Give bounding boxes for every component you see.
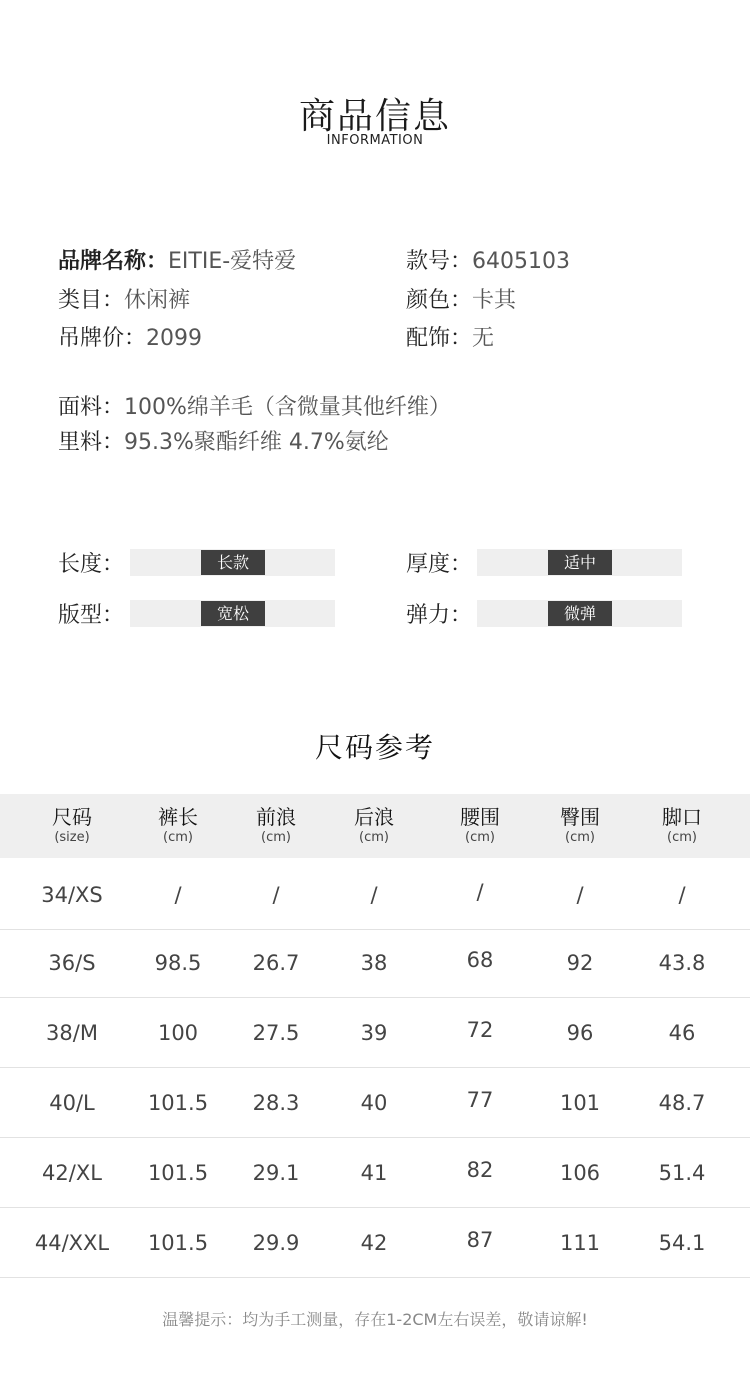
size-cell: 36/S [48,951,96,975]
measurement-cell: 101.5 [147,1161,209,1185]
size-cell: 40/L [49,1091,95,1115]
measurement-cell: 48.7 [658,1091,706,1115]
size-table-header [0,794,750,858]
measurement-cell: 111 [559,1231,601,1255]
fabric-row [58,390,451,421]
lining-value: 95.3%聚酯纤维 4.7%氨纶 [124,430,389,455]
measurement-cell: 100 [157,1021,199,1045]
size-cell: 44/XXL [34,1231,110,1255]
column-header-unit: (size) [54,830,90,845]
measurement-cell: 92 [566,951,594,975]
page-title: 商品信息 [298,96,451,137]
measurement-cell: 101.5 [147,1231,209,1255]
brand-label: 品牌名称： [58,249,169,274]
measurement-cell: 27.5 [252,1021,300,1045]
column-header-unit: (cm) [163,830,193,845]
column-header-label: 腰围 [460,805,500,829]
measurement-cell: / [678,883,686,907]
fit-scale [130,600,335,627]
measurement-cell: 77 [466,1088,494,1112]
column-header-unit: (cm) [465,830,495,845]
category-value: 休闲裤 [124,288,191,313]
fit-chip: 宽松 [201,601,265,626]
measurement-cell: / [174,883,182,907]
measurement-cell: 98.5 [154,951,202,975]
column-header-length [128,804,228,846]
size-cell: 38/M [46,1021,98,1045]
length-label: 长度： [58,552,125,577]
brand-value: EITIE-爱特爱 [168,249,297,274]
measurement-cell: / [476,880,484,904]
measurement-cell: 106 [559,1161,601,1185]
elasticity-scale [477,600,682,627]
length-chip: 长款 [201,550,265,575]
measurement-cell: 39 [360,1021,388,1045]
category-row [58,283,190,314]
fabric-label: 面料： [58,395,125,420]
column-header-size [22,804,122,846]
measurement-cell: 68 [466,948,494,972]
table-row [0,860,750,930]
thickness-chip: 适中 [548,550,612,575]
column-header-back-rise [324,804,424,846]
measurement-cell: 40 [360,1091,388,1115]
table-row [0,1208,750,1278]
measurement-cell: 41 [360,1161,388,1185]
column-header-unit: (cm) [667,830,697,845]
measurement-cell: 101.5 [147,1091,209,1115]
measurement-cell: 72 [466,1018,494,1042]
measurement-cell: 82 [466,1158,494,1182]
measurement-cell: 46 [668,1021,696,1045]
style-no-row [406,244,570,275]
measurement-cell: 54.1 [658,1231,706,1255]
accessory-label: 配饰： [406,326,473,351]
measurement-cell: 101 [559,1091,601,1115]
style-no-value: 6405103 [472,249,570,274]
measurement-cell: 43.8 [658,951,706,975]
measurement-cell: / [272,883,280,907]
accessory-value: 无 [472,326,495,351]
fabric-value: 100%绵羊毛（含微量其他纤维） [124,395,451,420]
table-row [0,998,750,1068]
measurement-cell: 26.7 [252,951,300,975]
thickness-scale [477,549,682,576]
page-subtitle: INFORMATION [326,133,424,148]
price-value: 2099 [146,326,203,351]
category-label: 类目： [58,288,125,313]
column-header-hem [632,804,732,846]
measurement-cell: / [370,883,378,907]
measurement-note: 温馨提示：均为手工测量，存在1-2CM左右误差，敬请谅解! [162,1310,588,1329]
column-header-waist [430,804,530,846]
table-row [0,928,750,998]
color-value: 卡其 [472,288,517,313]
column-header-hip [530,804,630,846]
table-row [0,1068,750,1138]
measurement-cell: 28.3 [252,1091,300,1115]
lining-row [58,425,389,456]
table-row [0,1138,750,1208]
price-row [58,321,202,352]
size-chart-title: 尺码参考 [314,731,435,764]
fit-label: 版型： [58,603,125,628]
elasticity-label: 弹力： [406,603,473,628]
price-label: 吊牌价： [58,326,147,351]
measurement-cell: / [576,883,584,907]
column-header-label: 尺码 [52,805,92,829]
brand-row [58,244,296,275]
size-cell: 34/XS [41,883,103,907]
column-header-unit: (cm) [261,830,291,845]
column-header-label: 后浪 [354,805,394,829]
color-label: 颜色： [406,288,473,313]
thickness-label: 厚度： [406,552,473,577]
elasticity-chip: 微弹 [548,601,612,626]
column-header-front-rise [226,804,326,846]
measurement-cell: 42 [360,1231,388,1255]
measurement-cell: 96 [566,1021,594,1045]
measurement-cell: 29.9 [252,1231,300,1255]
accessory-row [406,321,494,352]
size-cell: 42/XL [42,1161,102,1185]
column-header-label: 前浪 [256,805,296,829]
column-header-label: 脚口 [662,805,702,829]
lining-label: 里料： [58,430,125,455]
column-header-unit: (cm) [565,830,595,845]
measurement-cell: 29.1 [252,1161,300,1185]
length-scale [130,549,335,576]
column-header-label: 臀围 [560,805,600,829]
measurement-cell: 38 [360,951,388,975]
style-no-label: 款号： [406,249,473,274]
color-row [406,283,516,314]
column-header-label: 裤长 [158,805,198,829]
measurement-cell: 87 [466,1228,494,1252]
measurement-cell: 51.4 [658,1161,706,1185]
column-header-unit: (cm) [359,830,389,845]
